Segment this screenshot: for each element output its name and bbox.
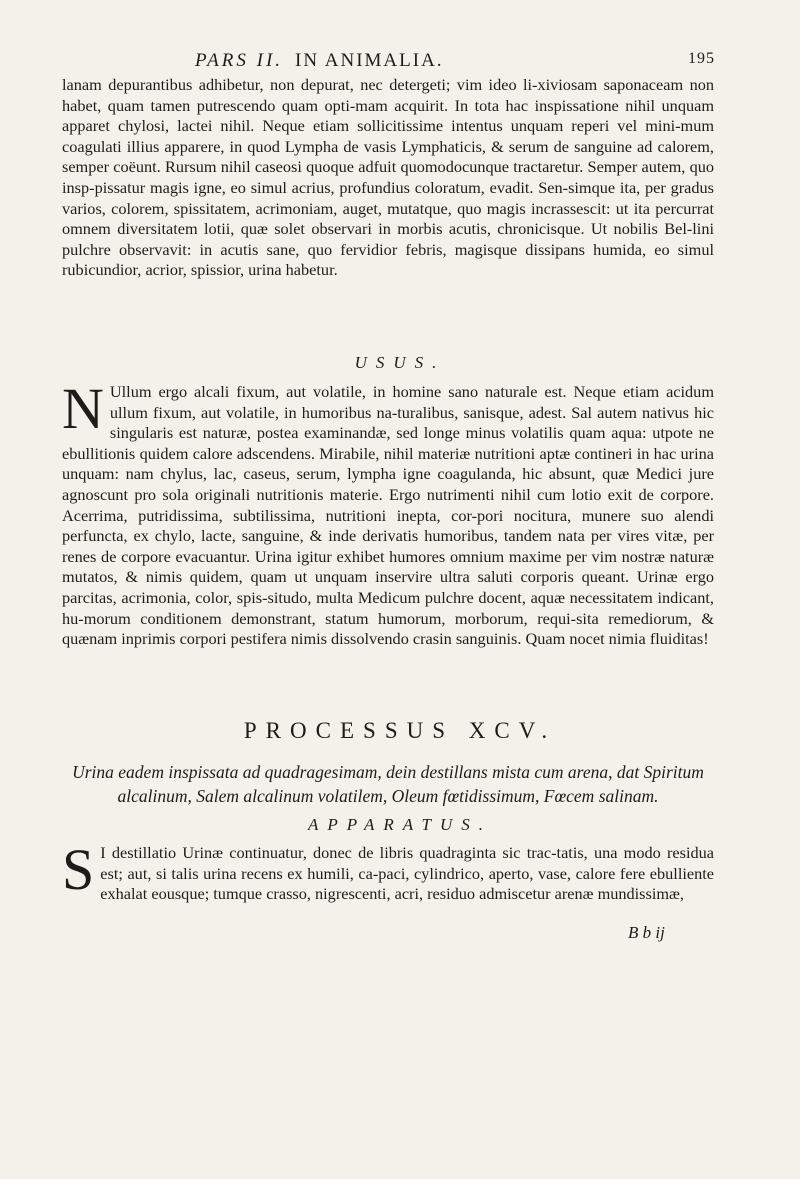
drop-cap-n: N (62, 376, 104, 441)
apparatus-heading: APPARATUS. (308, 815, 492, 834)
usus-heading: USUS. (354, 353, 446, 372)
header-title: IN ANIMALIA. (295, 50, 444, 71)
paragraph-2-text: Ullum ergo alcali fixum, aut volatile, in homine sano naturale est. Neque etiam acidum ullum fixum, aut volatile, in humoribus na-turalibus, sanisque, adest. Sal autem nativus hic singularis est naturæ, postea examinandæ, sed longe minus volatilis quam aqua: utpote ne ebullitionis quidem calore adscendens. Mirabile, nihil materiæ nutritioni aptæ contineri in hac urina unquam: nam chylus, lac, caseus, serum, lympha igne coagulanda, hic absunt, quæ Medici jure agnoscunt pro sola originali nutritionis materie. Ergo nutrimenti nihil cum lotio exit de corpore. Acerrima, putridissima, subtilissima, nutritioni inepta, cor-pori nocitura, munere suo alendi perfuncta, ex chylo, lacte, sanguine, & inde derivatis humoribus, tandem nata per vires vitæ, per renes de corpore evacuantur. Urina igitur exhibet humores omnium maxime per vim nostræ naturæ mutatos, & nimis quidem, quam ut unquam inservire ultra saluti corporis queant. Urinæ ergo parcitas, acrimonia, color, spis-situdo, multa Medicum pulchre docent, aquæ necessitatem indicant, hu-morum conditionem demonstrant, statum humorum, morborum, requi-sita remediorum, & quænam inprimis corpori pestifera nimis dissolvendo crasin sanguinis. Quam nocet nimia fluiditas! (62, 382, 714, 649)
signature-mark: B b ij (628, 923, 665, 942)
processus-subtitle: Urina eadem inspissata ad quadragesimam, dein destillans mista cum arena, dat Spiritum alcalinum, Salem alcalinum volatilem, Oleum fœtidissimum, Fœcem salinam. (72, 762, 704, 806)
paragraph-2 (62, 376, 714, 650)
page-number: 195 (688, 50, 715, 67)
processus-heading: PROCESSUS XCV. (243, 718, 557, 743)
paragraph-1: lanam depurantibus adhibetur, non depurat, nec detergeti; vim ideo li-xiviosam saponaceam non habet, quam tamen putrescendo quam opti-mam acquirit. In tota hac inspissatione nihil unquam apparet chylosi, lactei nihil. Neque etiam sollicitissime intentus unquam reperi vel mini-mum coagulati illius apparere, in quod Lympha de vasis Lymphaticis, & serum de sanguine ad calorem, semper coëunt. Rursum nihil caseosi quoque adfuit quomodocunque tractaretur. Semper autem, quo insp-pissatur magis igne, eo simul acrius, profundius coloratum, evadit. Sen-simque ita, per gradus varios, colorem, spissitatem, acrimoniam, auget, mutatque, quo magis incrassescit: ut ita percurrat omnem diversitatem lotii, quæ solet observari in morbis acutis, chronicisque. Ut nobilis Bel-lini pulchre observavit: in acutis sane, quo fervidior febris, magisque dissipans humida, eo simul rubicundior, acrior, spissior, urina habetur. (62, 75, 714, 280)
pars-label: PARS II. (195, 50, 284, 71)
paragraph-3 (62, 837, 714, 905)
paragraph-3-text: I destillatio Urinæ continuatur, donec de libris quadraginta sic trac-tatis, una modo residua est; aut, si talis urina recens ex humili, ca-paci, cylindrico, aperto, vase, calore fere ebulliente exhalat eousque; tumque crasso, nigrescenti, acri, residuo admiscetur arenæ mundissimæ, (100, 843, 714, 904)
drop-cap-s: S (62, 837, 95, 902)
running-header (195, 50, 715, 74)
